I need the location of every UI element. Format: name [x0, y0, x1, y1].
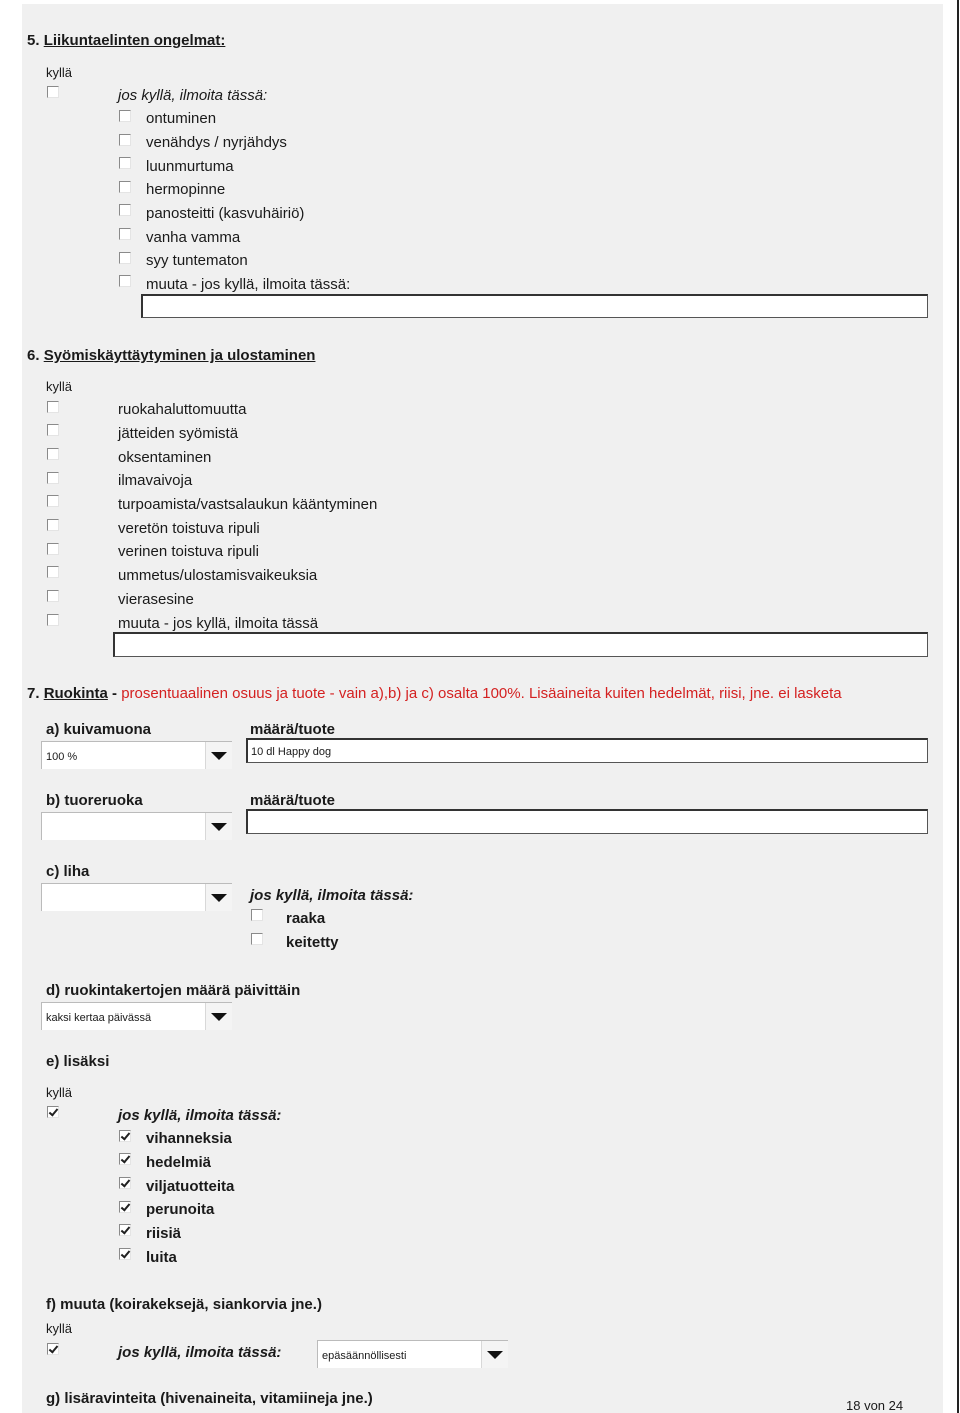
- section-7-dash: -: [112, 685, 118, 702]
- chevron-down-icon[interactable]: [205, 742, 232, 769]
- s7b-amount-label: määrä/tuote: [250, 792, 336, 809]
- s5-label-vanha-vamma: vanha vamma: [146, 229, 241, 246]
- s6-checkbox-vierasesine[interactable]: [47, 590, 59, 602]
- s7e-checkbox-hedelmia[interactable]: [119, 1153, 131, 1165]
- section-5-heading: [27, 32, 225, 49]
- s7c-ifyes-label: jos kyllä, ilmoita tässä:: [250, 887, 414, 904]
- chevron-down-icon[interactable]: [205, 813, 232, 840]
- s7e-label: e) lisäksi: [46, 1053, 110, 1070]
- s7a-percent-value: 100 %: [46, 751, 78, 763]
- s7e-checkbox-luita[interactable]: [119, 1248, 131, 1260]
- s7e-label-vihanneksia: vihanneksia: [146, 1130, 232, 1147]
- s5-label-muuta: muuta - jos kyllä, ilmoita tässä:: [146, 276, 351, 293]
- s7a-percent-select[interactable]: [41, 741, 232, 769]
- s7e-label-viljatuotteita: viljatuotteita: [146, 1178, 235, 1195]
- s6-label-vierasesine: vierasesine: [118, 591, 194, 608]
- s6-checkbox-turpoamista[interactable]: [47, 495, 59, 507]
- s6-label-oksentaminen: oksentaminen: [118, 449, 212, 466]
- section-5-number: 5.: [27, 32, 40, 49]
- s6-label-jatteiden-syomista: jätteiden syömistä: [118, 425, 239, 442]
- section-7-note: prosentuaalinen osuus ja tuote - vain a),b) ja c) osalta 100%. Lisäaineita kuiten hedelmät, riisi, jne. ei lasketa: [121, 685, 842, 702]
- s5-checkbox-hermopinne[interactable]: [119, 181, 131, 193]
- section-6-heading: [27, 347, 315, 364]
- s7e-label-luita: luita: [146, 1249, 177, 1266]
- s7d-frequency-value: kaksi kertaa päivässä: [46, 1012, 152, 1024]
- section-5-yes-checkbox[interactable]: [47, 86, 59, 98]
- s6-muuta-input[interactable]: [113, 632, 928, 657]
- s7a-label: a) kuivamuona: [46, 721, 152, 738]
- s7g-label: g) lisäravinteita (hivenaineita, vitamiineja jne.): [46, 1390, 373, 1407]
- s7e-yes-checkbox[interactable]: [47, 1106, 59, 1118]
- s7f-label: f) muuta (koirakeksejä, siankorvia jne.): [46, 1296, 322, 1313]
- s6-checkbox-muuta[interactable]: [47, 614, 59, 626]
- s5-label-hermopinne: hermopinne: [146, 181, 226, 198]
- s6-checkbox-oksentaminen[interactable]: [47, 448, 59, 460]
- s5-checkbox-luunmurtuma[interactable]: [119, 157, 131, 169]
- s7c-label: c) liha: [46, 863, 90, 880]
- section-7-number: 7.: [27, 685, 40, 702]
- s6-label-ilmavaivoja: ilmavaivoja: [118, 472, 193, 489]
- section-7-heading: [27, 685, 842, 702]
- s7e-label-hedelmia: hedelmiä: [146, 1154, 212, 1171]
- chevron-down-icon[interactable]: [481, 1341, 508, 1368]
- s7e-label-riisia: riisiä: [146, 1225, 182, 1242]
- s7b-label: b) tuoreruoka: [46, 792, 143, 809]
- s5-label-luunmurtuma: luunmurtuma: [146, 158, 234, 175]
- s5-checkbox-venahdys[interactable]: [119, 134, 131, 146]
- s7c-checkbox-raaka[interactable]: [251, 909, 263, 921]
- s7c-label-raaka: raaka: [286, 910, 326, 927]
- section-5-yes-label: kyllä: [46, 65, 73, 80]
- s6-label-ummetus: ummetus/ulostamisvaikeuksia: [118, 567, 318, 584]
- s5-label-venahdys: venähdys / nyrjähdys: [146, 134, 287, 151]
- s7e-ifyes-label: jos kyllä, ilmoita tässä:: [118, 1107, 282, 1124]
- s7c-checkbox-keitetty[interactable]: [251, 933, 263, 945]
- s6-checkbox-vereton-ripuli[interactable]: [47, 519, 59, 531]
- s7e-checkbox-perunoita[interactable]: [119, 1201, 131, 1213]
- s7f-frequency-select[interactable]: [317, 1340, 508, 1368]
- s6-label-muuta: muuta - jos kyllä, ilmoita tässä: [118, 615, 319, 632]
- s6-checkbox-verinen-ripuli[interactable]: [47, 543, 59, 555]
- chevron-down-icon[interactable]: [205, 1003, 232, 1030]
- s6-checkbox-ilmavaivoja[interactable]: [47, 472, 59, 484]
- s5-checkbox-muuta[interactable]: [119, 275, 131, 287]
- section-6-title: Syömiskäyttäytyminen ja ulostaminen: [43, 347, 316, 364]
- s6-checkbox-jatteiden-syomista[interactable]: [47, 424, 59, 436]
- s5-label-ontuminen: ontuminen: [146, 110, 217, 127]
- s5-muuta-input[interactable]: [141, 294, 928, 318]
- s7f-yes-label: kyllä: [46, 1321, 73, 1336]
- s5-checkbox-syy-tuntematon[interactable]: [119, 252, 131, 264]
- s7a-amount-input[interactable]: [246, 738, 928, 763]
- s6-checkbox-ruokahaluttomuutta[interactable]: [47, 401, 59, 413]
- s7a-amount-value: 10 dl Happy dog: [251, 746, 332, 758]
- s5-label-syy-tuntematon: syy tuntematon: [146, 252, 248, 269]
- s7e-checkbox-viljatuotteita[interactable]: [119, 1177, 131, 1189]
- s6-label-turpoamista: turpoamista/vastsalaukun kääntyminen: [118, 496, 378, 513]
- s7d-label: d) ruokintakertojen määrä päivittäin: [46, 982, 301, 999]
- s7e-yes-label: kyllä: [46, 1085, 73, 1100]
- s7e-checkbox-vihanneksia[interactable]: [119, 1130, 131, 1142]
- s5-label-panosteitti: panosteitti (kasvuhäiriö): [146, 205, 305, 222]
- section-6-number: 6.: [27, 347, 40, 364]
- s6-label-ruokahaluttomuutta: ruokahaluttomuutta: [118, 401, 247, 418]
- s7c-label-keitetty: keitetty: [286, 934, 339, 951]
- page-number: 18 von 24: [846, 1398, 904, 1413]
- s7a-amount-label: määrä/tuote: [250, 721, 336, 738]
- chevron-down-icon[interactable]: [205, 884, 232, 911]
- s6-label-vereton-ripuli: veretön toistuva ripuli: [118, 520, 260, 537]
- section-5-ifyes-label: jos kyllä, ilmoita tässä:: [118, 87, 268, 104]
- page-border: [957, 0, 959, 1413]
- s7d-frequency-select[interactable]: [41, 1002, 232, 1030]
- section-7-title: Ruokinta: [43, 685, 108, 702]
- s7f-ifyes-label: jos kyllä, ilmoita tässä:: [118, 1344, 282, 1361]
- s7f-frequency-value: epäsäännöllisesti: [322, 1350, 407, 1362]
- section-5-title: Liikuntaelinten ongelmat:: [43, 32, 226, 49]
- s7e-checkbox-riisia[interactable]: [119, 1224, 131, 1236]
- s7e-label-perunoita: perunoita: [146, 1201, 215, 1218]
- s7c-percent-select[interactable]: [41, 883, 232, 911]
- s5-checkbox-panosteitti[interactable]: [119, 204, 131, 216]
- s7b-percent-select[interactable]: [41, 812, 232, 840]
- s5-checkbox-ontuminen[interactable]: [119, 110, 131, 122]
- s5-checkbox-vanha-vamma[interactable]: [119, 228, 131, 240]
- s7b-amount-input[interactable]: [246, 809, 928, 834]
- s7f-yes-checkbox[interactable]: [47, 1343, 59, 1355]
- s6-label-verinen-ripuli: verinen toistuva ripuli: [118, 543, 259, 560]
- s6-checkbox-ummetus[interactable]: [47, 566, 59, 578]
- section-6-yes-label: kyllä: [46, 379, 73, 394]
